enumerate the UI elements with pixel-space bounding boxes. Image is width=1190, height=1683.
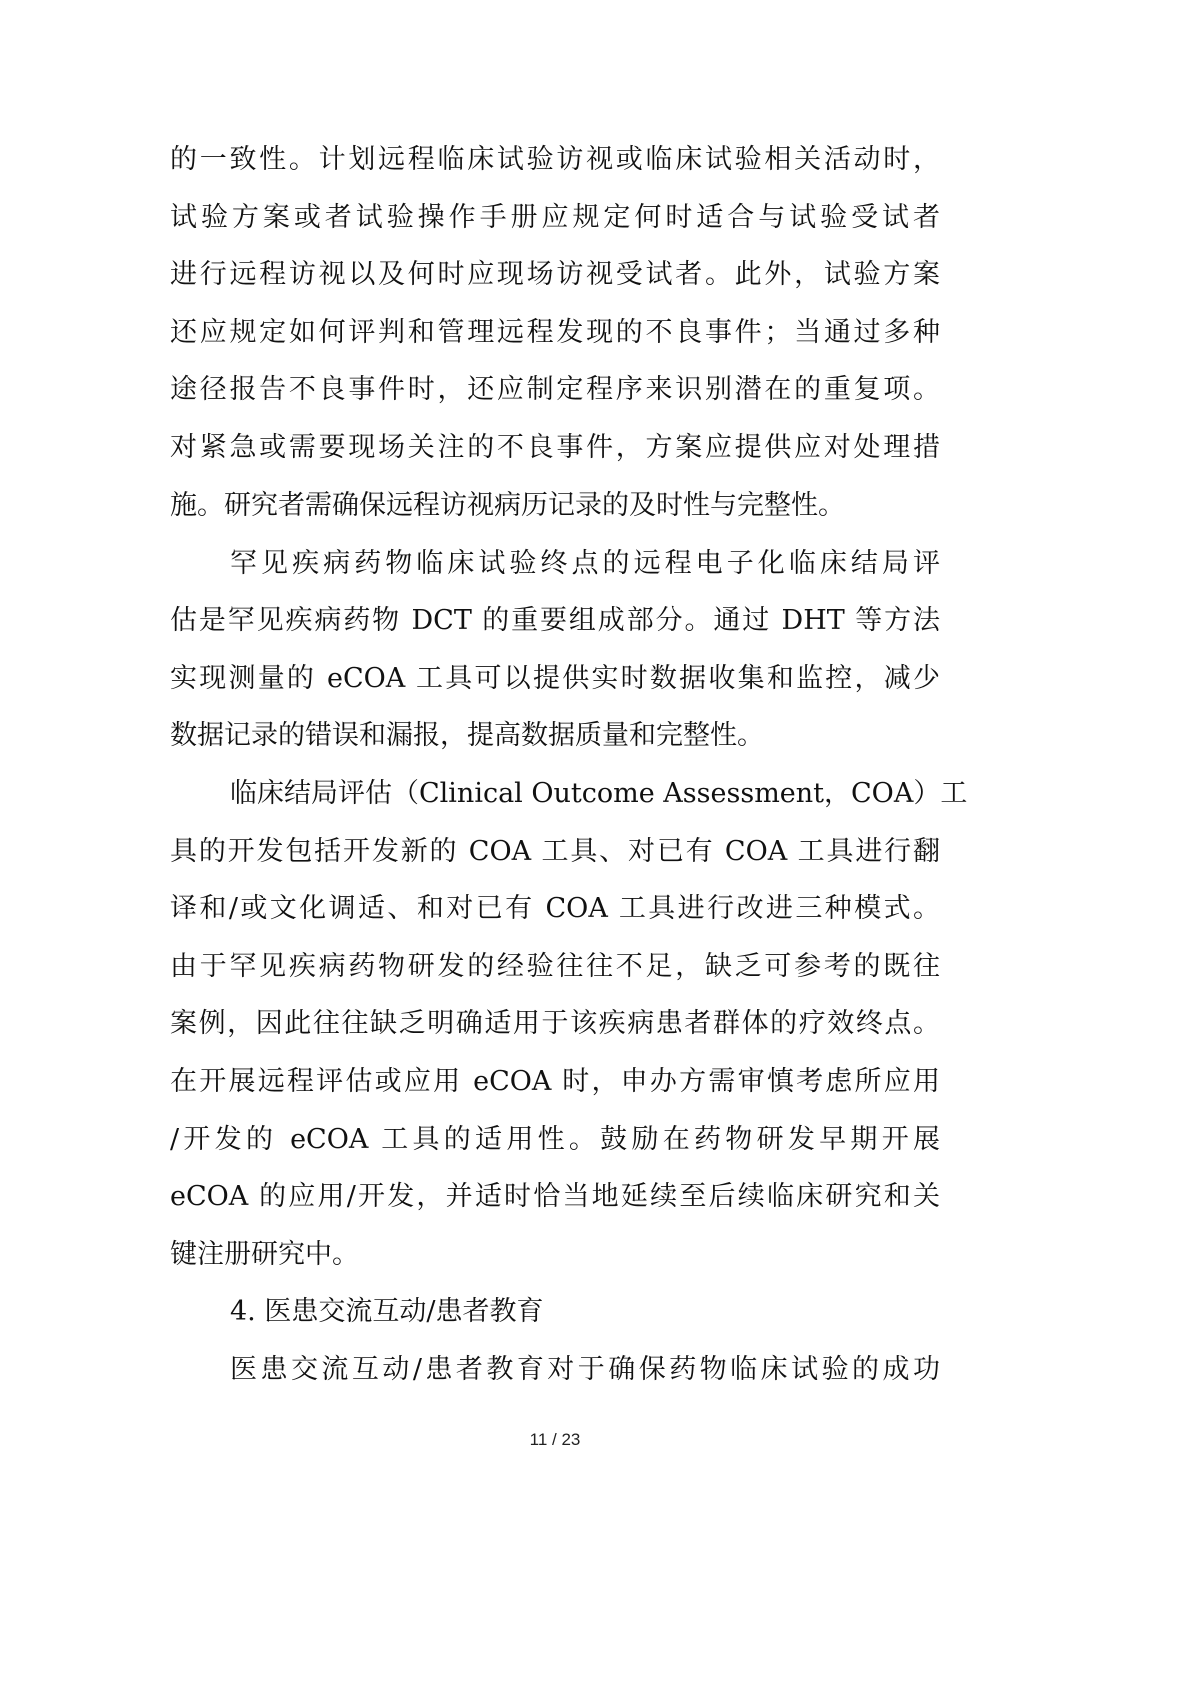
text-line: 在开展远程评估或应用 eCOA 时，申办方需审慎考虑所应用 [170, 1066, 940, 1097]
section-heading: 4. 医患交流互动/患者教育 [230, 1296, 544, 1327]
text-line: 对紧急或需要现场关注的不良事件，方案应提供应对处理措 [170, 432, 940, 463]
text-line: 键注册研究中。 [170, 1239, 359, 1270]
text-line: 译和/或文化调适、和对已有 COA 工具进行改进三种模式。 [170, 893, 940, 924]
text-line: 具的开发包括开发新的 COA 工具、对已有 COA 工具进行翻 [170, 836, 940, 867]
text-line: 实现测量的 eCOA 工具可以提供实时数据收集和监控，减少 [170, 663, 940, 694]
text-line: /开发的 eCOA 工具的适用性。鼓励在药物研发早期开展 [170, 1124, 940, 1155]
text-line: 试验方案或者试验操作手册应规定何时适合与试验受试者 [170, 202, 940, 233]
text-line: 施。研究者需确保远程访视病历记录的及时性与完整性。 [170, 490, 845, 521]
text-line: 进行远程访视以及何时应现场访视受试者。此外，试验方案 [170, 259, 940, 290]
page-number: 11 / 23 [529, 1430, 581, 1449]
text-line: 的一致性。计划远程临床试验访视或临床试验相关活动时， [170, 144, 940, 175]
text-line: 罕见疾病药物临床试验终点的远程电子化临床结局评 [230, 548, 940, 579]
text-line: 临床结局评估（Clinical Outcome Assessment，COA）工 [230, 778, 968, 809]
text-line: 估是罕见疾病药物 DCT 的重要组成部分。通过 DHT 等方法 [170, 605, 940, 636]
text-line: 途径报告不良事件时，还应制定程序来识别潜在的重复项。 [170, 374, 940, 405]
text-line: 由于罕见疾病药物研发的经验往往不足，缺乏可参考的既往 [170, 951, 940, 982]
text-line: 案例，因此往往缺乏明确适用于该疾病患者群体的疗效终点。 [170, 1008, 940, 1039]
text-line: 还应规定如何评判和管理远程发现的不良事件；当通过多种 [170, 317, 940, 348]
text-line: eCOA 的应用/开发，并适时恰当地延续至后续临床研究和关 [170, 1181, 940, 1212]
text-line: 医患交流互动/患者教育对于确保药物临床试验的成功 [230, 1354, 940, 1385]
text-line: 数据记录的错误和漏报，提高数据质量和完整性。 [170, 720, 764, 751]
